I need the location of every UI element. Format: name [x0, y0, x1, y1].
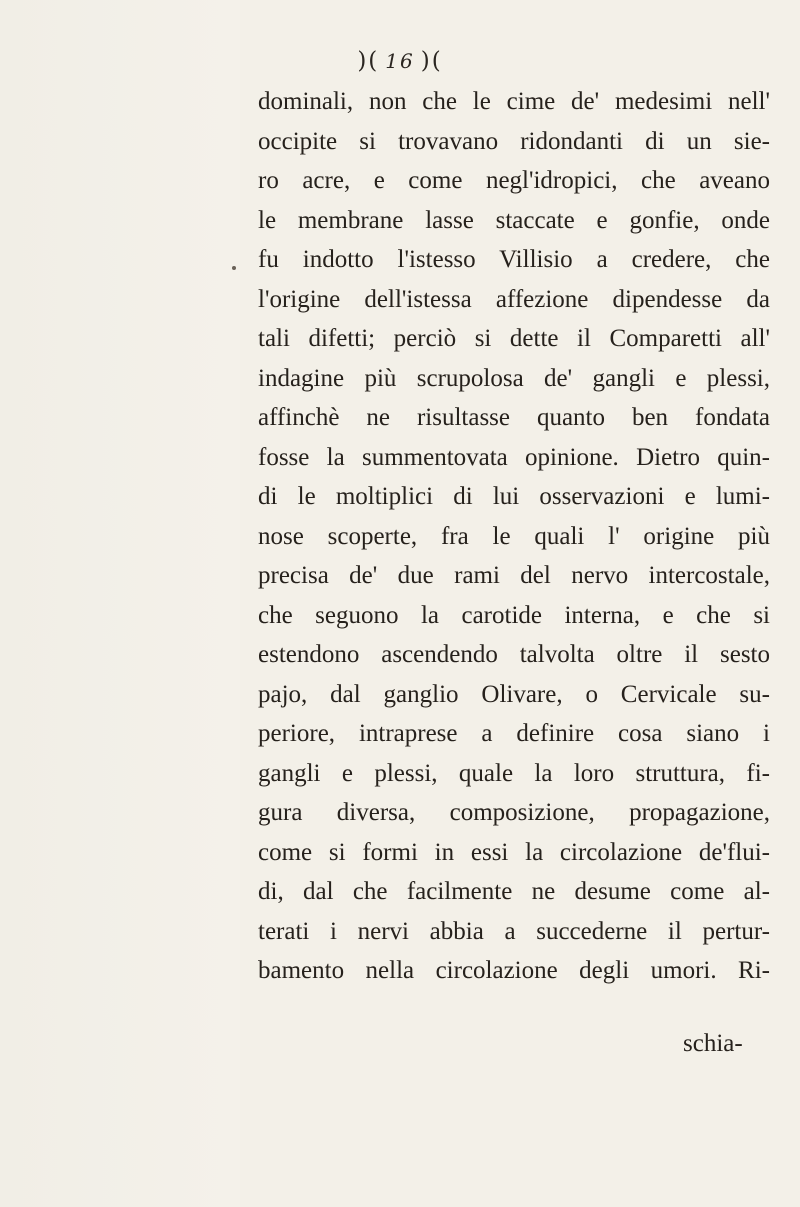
- text-line: terati i nervi abbia a succederne il pertur-: [258, 917, 770, 945]
- text-line: fu indotto l'istesso Villisio a credere, che: [258, 246, 770, 273]
- text-line: indagine più scrupolosa de' gangli e plessi,: [258, 364, 770, 392]
- text-line: tali difetti; perciò si dette il Comparetti all': [258, 325, 770, 352]
- catchword: schia-: [683, 1030, 743, 1057]
- page-number: 16: [385, 49, 415, 73]
- text-line: estendono ascendendo talvolta oltre il sesto: [258, 641, 770, 668]
- text-line: gangli e plessi, quale la loro struttura, fi-: [258, 759, 770, 787]
- text-line: pajo, dal ganglio Olivare, o Cervicale su-: [258, 680, 770, 708]
- body-text: [258, 82, 770, 991]
- text-line: l'origine dell'istessa affezione dipendesse da: [258, 285, 770, 313]
- header-ornament-left: )(: [357, 48, 380, 74]
- text-line: di, dal che facilmente ne desume come al-: [258, 878, 770, 905]
- text-line: che seguono la carotide interna, e che si: [258, 601, 770, 629]
- margin-mark: [232, 266, 236, 270]
- text-line: fosse la summentovata opinione. Dietro quin-: [258, 443, 770, 471]
- text-line: precisa de' due rami del nervo intercostale,: [258, 562, 770, 589]
- text-line: affinchè ne risultasse quanto ben fondata: [258, 404, 770, 431]
- text-line: dominali, non che le cime de' medesimi nell': [258, 88, 770, 115]
- text-line: come si formi in essi la circolazione de'flui-: [258, 838, 770, 866]
- page-header: [0, 48, 800, 74]
- text-line: occipite si trovavano ridondanti di un sie-: [258, 127, 770, 155]
- text-line: bamento nella circolazione degli umori. Ri-: [258, 957, 770, 984]
- text-line: ro acre, e come negl'idropici, che aveano: [258, 167, 770, 194]
- text-line: periore, intraprese a definire cosa siano i: [258, 720, 770, 747]
- text-line: le membrane lasse staccate e gonfie, onde: [258, 206, 770, 234]
- text-line: gura diversa, composizione, propagazione,: [258, 799, 770, 826]
- page-margin: [0, 0, 240, 1207]
- text-line: di le moltiplici di lui osservazioni e lumi-: [258, 483, 770, 510]
- text-line: nose scoperte, fra le quali l' origine più: [258, 522, 770, 550]
- header-ornament-right: )(: [420, 48, 443, 74]
